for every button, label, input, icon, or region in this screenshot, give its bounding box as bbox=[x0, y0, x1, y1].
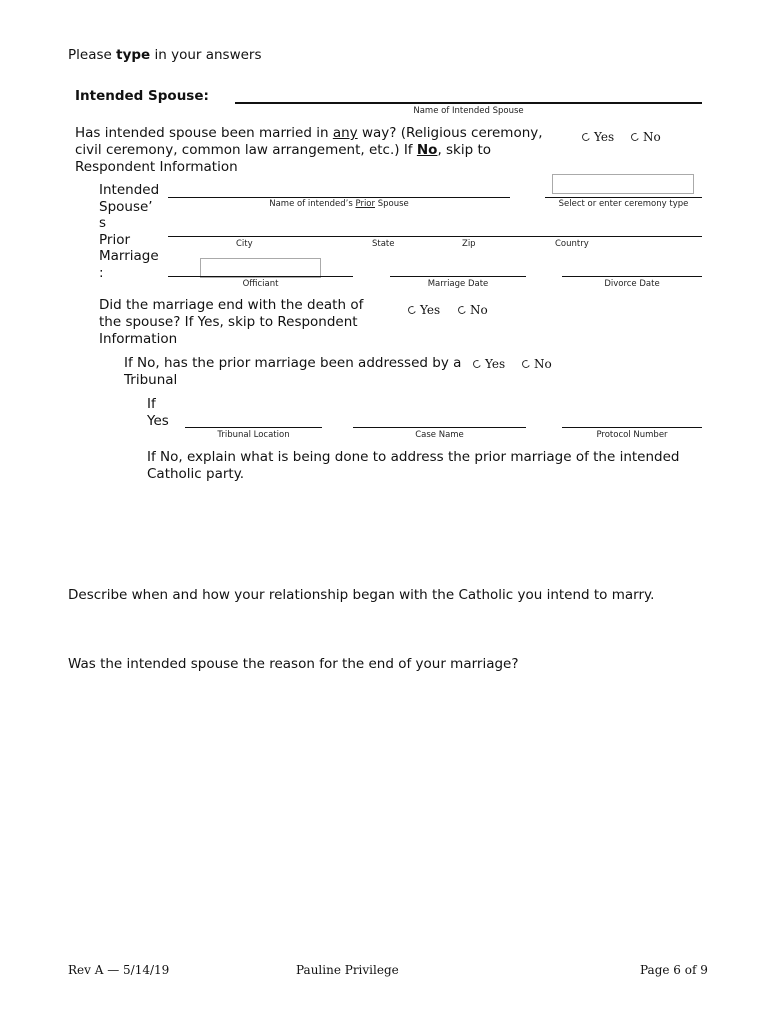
tribunal-question: If No, has the prior marriage been addressed by a Tribunal bbox=[124, 355, 462, 388]
prior-spouse-caption: Name of intended’s Prior Spouse bbox=[269, 199, 409, 209]
ceremony-type-combobox[interactable] bbox=[552, 174, 694, 194]
footer-revision: Rev A — 5/14/19 bbox=[68, 963, 170, 977]
tribunal-no-radio[interactable]: No bbox=[522, 357, 552, 371]
protocol-number-field[interactable] bbox=[562, 427, 702, 428]
if-no-explain: If No, explain what is being done to address the prior marriage of the intended Catholic party. bbox=[147, 449, 680, 482]
divorce-date-field[interactable] bbox=[562, 276, 702, 277]
country-caption: Country bbox=[555, 239, 589, 249]
city-caption: City bbox=[236, 239, 253, 249]
officiant-line bbox=[168, 276, 353, 277]
ceremony-type-caption: Select or enter ceremony type bbox=[558, 199, 689, 209]
marriage-date-field[interactable] bbox=[390, 276, 526, 277]
married-yes-radio[interactable]: Yes bbox=[582, 130, 614, 144]
protocol-number-caption: Protocol Number bbox=[596, 430, 668, 440]
radio-icon bbox=[521, 359, 531, 369]
ceremony-type-line bbox=[545, 197, 702, 198]
death-question: Did the marriage end with the death of the spouse? If Yes, skip to Respondent Information bbox=[99, 297, 364, 347]
case-name-caption: Case Name bbox=[415, 430, 464, 440]
divorce-date-caption: Divorce Date bbox=[604, 279, 660, 289]
tribunal-location-caption: Tribunal Location bbox=[217, 430, 290, 440]
radio-icon bbox=[407, 305, 417, 315]
tribunal-location-field[interactable] bbox=[185, 427, 322, 428]
marriage-date-caption: Marriage Date bbox=[427, 279, 489, 289]
footer-title: Pauline Privilege bbox=[296, 963, 399, 977]
death-no-radio[interactable]: No bbox=[458, 303, 488, 317]
address-field[interactable] bbox=[168, 236, 702, 237]
married-question: Has intended spouse been married in any way? (Religious ceremony, civil ceremony, common law arrangement, etc.) If No, skip to Respondent Information bbox=[75, 125, 543, 175]
relationship-question: Describe when and how your relationship began with the Catholic you intend to marry. bbox=[68, 587, 655, 603]
married-no-radio[interactable]: No bbox=[631, 130, 661, 144]
intended-spouse-name-field[interactable] bbox=[235, 102, 702, 104]
footer-page: Page 6 of 9 bbox=[640, 963, 708, 977]
prior-spouse-name-field[interactable] bbox=[168, 197, 510, 198]
officiant-caption: Officiant bbox=[242, 279, 279, 289]
state-caption: State bbox=[372, 239, 395, 249]
prior-marriage-label: Intended Spouse’ s Prior Marriage : bbox=[99, 182, 160, 281]
reason-question: Was the intended spouse the reason for the end of your marriage? bbox=[68, 656, 519, 672]
zip-caption: Zip bbox=[462, 239, 476, 249]
intended-spouse-label: Intended Spouse: bbox=[75, 88, 209, 104]
radio-icon bbox=[472, 359, 482, 369]
radio-icon bbox=[630, 132, 640, 142]
radio-icon bbox=[581, 132, 591, 142]
if-yes-label: If Yes bbox=[147, 396, 169, 429]
tribunal-yes-radio[interactable]: Yes bbox=[473, 357, 505, 371]
officiant-input[interactable] bbox=[200, 258, 321, 278]
instructions: Please type in your answers bbox=[68, 47, 262, 63]
case-name-field[interactable] bbox=[353, 427, 526, 428]
intended-spouse-name-caption: Name of Intended Spouse bbox=[413, 106, 524, 116]
death-yes-radio[interactable]: Yes bbox=[408, 303, 440, 317]
radio-icon bbox=[457, 305, 467, 315]
